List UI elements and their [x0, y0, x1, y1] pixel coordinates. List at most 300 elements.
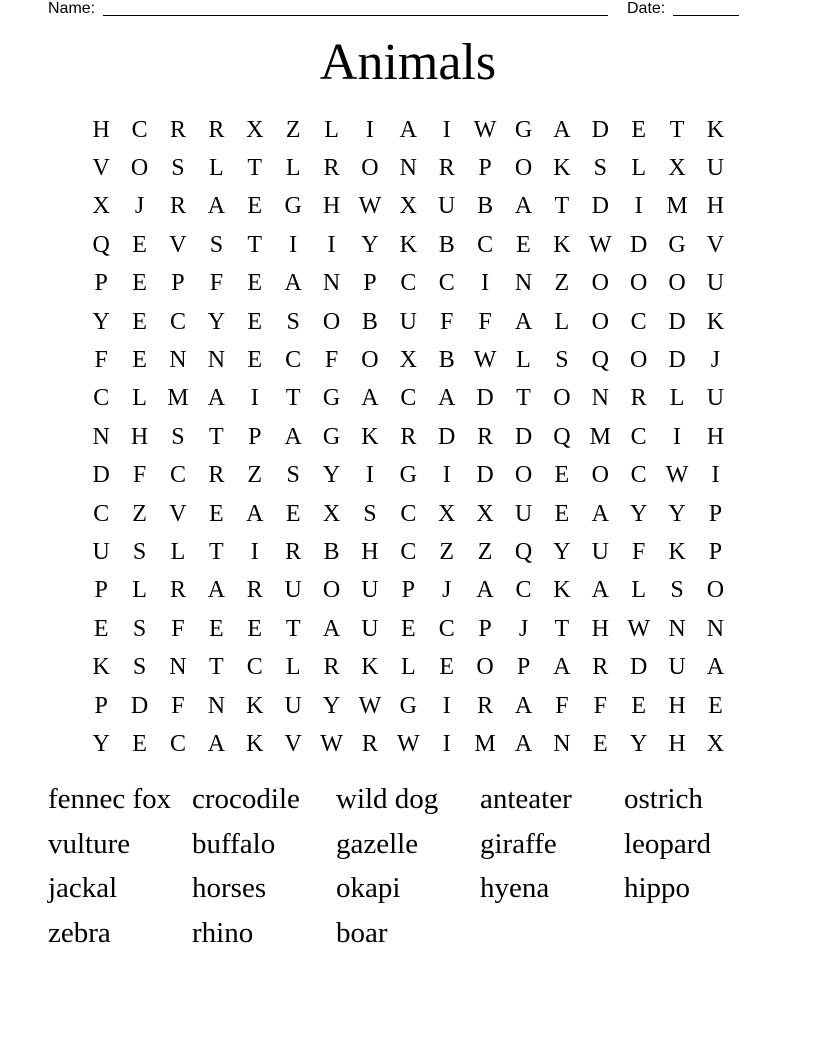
grid-cell: A	[322, 615, 341, 642]
word-list-item: okapi	[336, 872, 401, 904]
grid-cell: C	[169, 308, 186, 335]
grid-cell: R	[208, 462, 225, 489]
grid-cell: K	[553, 231, 571, 258]
grid-cell: D	[476, 462, 494, 489]
grid-cell: R	[169, 116, 186, 143]
grid-cell: N	[207, 347, 226, 374]
grid-cell: Y	[629, 500, 648, 527]
grid-cell: E	[247, 270, 263, 297]
grid-cell: F	[171, 692, 185, 719]
grid-cell: C	[285, 347, 302, 374]
grid-cell: U	[706, 385, 725, 412]
grid-cell: G	[668, 231, 686, 258]
grid-cell: K	[553, 155, 571, 182]
word-list-item: hyena	[480, 872, 550, 904]
grid-cell: K	[361, 654, 379, 681]
grid-cell: A	[361, 385, 379, 412]
grid-cell: L	[669, 385, 685, 412]
grid-cell: A	[553, 654, 571, 681]
grid-cell: H	[322, 193, 341, 220]
word-list-item: crocodile	[192, 783, 300, 815]
grid-cell: L	[631, 577, 646, 604]
grid-cell: E	[439, 654, 455, 681]
grid-cell: O	[322, 308, 341, 335]
grid-cell: D	[591, 193, 609, 220]
grid-cell: E	[247, 193, 263, 220]
grid-cell: L	[132, 385, 147, 412]
grid-cell: L	[631, 155, 646, 182]
grid-cell: E	[132, 347, 147, 374]
grid-cell: W	[588, 231, 612, 258]
grid-cell: F	[209, 270, 224, 297]
grid-cell: X	[438, 500, 456, 527]
grid-cell: Z	[285, 116, 301, 143]
grid-cell: R	[361, 730, 378, 757]
grid-cell: E	[132, 231, 147, 258]
grid-cell: N	[322, 270, 341, 297]
grid-cell: H	[706, 423, 725, 450]
grid-cell: D	[92, 462, 110, 489]
word-list-item: fennec fox	[48, 783, 172, 815]
grid-cell: Z	[132, 500, 147, 527]
grid-cell: J	[442, 577, 452, 604]
grid-cell: P	[478, 155, 492, 182]
grid-cell: S	[132, 615, 147, 642]
grid-cell: Y	[92, 308, 110, 335]
grid-cell: Z	[554, 270, 570, 297]
grid-cell: G	[399, 462, 417, 489]
grid-cell: O	[591, 308, 609, 335]
grid-cell: P	[94, 692, 108, 719]
grid-cell: P	[478, 615, 492, 642]
grid-cell: S	[209, 231, 224, 258]
grid-cell: A	[553, 116, 571, 143]
grid-cell: N	[706, 615, 725, 642]
word-list-item: horses	[192, 872, 267, 904]
grid-cell: W	[358, 193, 382, 220]
grid-cell: S	[132, 654, 147, 681]
grid-cell: E	[554, 462, 570, 489]
grid-cell: C	[630, 462, 647, 489]
grid-cell: D	[591, 116, 609, 143]
grid-cell: D	[438, 423, 456, 450]
grid-cell: P	[401, 577, 415, 604]
grid-cell: Y	[361, 231, 379, 258]
grid-cell: X	[706, 730, 725, 757]
grid-cell: S	[171, 155, 185, 182]
grid-cell: T	[285, 385, 301, 412]
grid-cell: R	[208, 116, 225, 143]
grid-cell: R	[630, 385, 647, 412]
grid-cell: I	[327, 231, 336, 258]
grid-cell: T	[554, 615, 570, 642]
grid-cell: L	[285, 654, 301, 681]
grid-cell: C	[438, 615, 455, 642]
grid-cell: I	[250, 538, 259, 565]
grid-cell: N	[668, 615, 686, 642]
grid-cell: L	[209, 155, 224, 182]
grid-cell: Y	[668, 500, 686, 527]
grid-cell: Y	[92, 730, 110, 757]
grid-cell: U	[284, 577, 302, 604]
grid-cell: G	[284, 193, 302, 220]
grid-cell: L	[170, 538, 186, 565]
grid-cell: F	[440, 308, 454, 335]
word-list-item: giraffe	[480, 827, 557, 860]
grid-cell: H	[361, 538, 379, 565]
grid-cell: G	[322, 423, 341, 450]
grid-cell: M	[589, 423, 611, 450]
grid-cell: E	[209, 500, 224, 527]
grid-cell: R	[246, 577, 263, 604]
grid-cell: K	[399, 231, 417, 258]
grid-cell: N	[553, 730, 571, 757]
grid-cell: S	[171, 423, 185, 450]
grid-cell: K	[246, 692, 264, 719]
grid-cell: D	[668, 347, 686, 374]
grid-cell: H	[668, 692, 686, 719]
grid-cell: W	[396, 730, 420, 757]
grid-cell: O	[553, 385, 571, 412]
grid-cell: E	[400, 615, 416, 642]
grid-cell: U	[706, 155, 725, 182]
grid-cell: F	[478, 308, 492, 335]
grid-cell: B	[323, 538, 340, 565]
grid-cell: Y	[553, 538, 571, 565]
grid-cell: I	[673, 423, 682, 450]
grid-cell: P	[248, 423, 262, 450]
grid-cell: T	[554, 193, 570, 220]
grid-cell: S	[670, 577, 684, 604]
grid-cell: Q	[591, 347, 609, 374]
grid-cell: E	[554, 500, 570, 527]
grid-cell: X	[668, 155, 686, 182]
grid-cell: A	[284, 270, 302, 297]
grid-cell: O	[476, 654, 494, 681]
grid-cell: F	[132, 462, 147, 489]
worksheet-header	[0, 0, 816, 24]
grid-cell: Q	[92, 231, 110, 258]
word-list	[48, 777, 768, 955]
grid-cell: C	[93, 385, 110, 412]
grid-cell: E	[247, 615, 263, 642]
grid-cell: U	[92, 538, 110, 565]
grid-cell: G	[399, 692, 417, 719]
grid-cell: A	[514, 308, 533, 335]
date-blank-line	[673, 15, 739, 16]
grid-cell: T	[669, 116, 685, 143]
grid-cell: Y	[322, 692, 341, 719]
grid-cell: N	[169, 347, 187, 374]
grid-cell: U	[706, 270, 725, 297]
word-list-item: zebra	[48, 916, 111, 949]
grid-cell: A	[514, 730, 533, 757]
grid-cell: P	[708, 538, 723, 565]
grid-cell: R	[323, 155, 340, 182]
grid-cell: A	[246, 500, 264, 527]
grid-cell: O	[514, 155, 533, 182]
grid-cell: S	[286, 308, 300, 335]
grid-cell: M	[474, 730, 496, 757]
grid-cell: K	[706, 308, 725, 335]
grid-cell: C	[400, 385, 417, 412]
grid-cell: S	[132, 538, 147, 565]
grid-cell: Y	[629, 730, 648, 757]
grid-cell: I	[442, 692, 451, 719]
grid-cell: K	[92, 654, 110, 681]
grid-cell: N	[399, 155, 417, 182]
grid-cell: D	[668, 308, 686, 335]
grid-cell: O	[706, 577, 725, 604]
grid-cell: E	[132, 270, 147, 297]
grid-cell: S	[286, 462, 300, 489]
grid-cell: P	[516, 654, 531, 681]
grid-cell: X	[246, 116, 264, 143]
grid-cell: W	[320, 730, 343, 757]
grid-cell: T	[209, 654, 224, 681]
grid-cell: J	[134, 193, 145, 220]
grid-cell: F	[555, 692, 569, 719]
grid-cell: H	[706, 193, 725, 220]
grid-cell: I	[442, 462, 451, 489]
grid-cell: T	[209, 538, 224, 565]
grid-cell: L	[285, 155, 301, 182]
grid-cell: B	[438, 231, 455, 258]
grid-cell: P	[94, 577, 108, 604]
grid-cell: U	[399, 308, 417, 335]
grid-cell: L	[324, 116, 339, 143]
grid-cell: E	[209, 615, 224, 642]
grid-cell: R	[400, 423, 417, 450]
grid-cell: F	[171, 615, 185, 642]
grid-cell: A	[476, 577, 494, 604]
name-blank-line	[103, 15, 608, 16]
grid-cell: A	[514, 193, 533, 220]
grid-cell: E	[631, 116, 646, 143]
grid-cell: K	[246, 730, 264, 757]
word-list-item: gazelle	[336, 827, 419, 860]
grid-cell: O	[514, 462, 533, 489]
grid-cell: B	[438, 347, 455, 374]
grid-cell: I	[634, 193, 643, 220]
grid-cell: U	[361, 615, 379, 642]
grid-cell: L	[516, 347, 531, 374]
grid-cell: C	[400, 270, 417, 297]
grid-cell: N	[92, 423, 110, 450]
grid-cell: C	[169, 730, 186, 757]
grid-cell: X	[399, 347, 417, 374]
grid-cell: I	[365, 462, 374, 489]
grid-cell: E	[516, 231, 531, 258]
grid-cell: Q	[514, 538, 533, 565]
grid-cell: Z	[439, 538, 455, 565]
grid-cell: C	[400, 538, 417, 565]
grid-cell: U	[284, 692, 302, 719]
grid-cell: A	[207, 385, 226, 412]
grid-cell: E	[132, 308, 147, 335]
grid-cell: I	[711, 462, 720, 489]
grid-cell: R	[285, 538, 302, 565]
grid-cell: E	[592, 730, 608, 757]
grid-cell: L	[132, 577, 147, 604]
grid-cell: E	[285, 500, 301, 527]
grid-cell: C	[246, 654, 263, 681]
grid-cell: Z	[247, 462, 263, 489]
grid-cell: R	[169, 577, 186, 604]
grid-cell: G	[514, 116, 533, 143]
page-title: Animals	[319, 34, 497, 91]
grid-cell: N	[207, 692, 226, 719]
grid-cell: I	[289, 231, 298, 258]
grid-cell: B	[361, 308, 378, 335]
grid-cell: C	[630, 308, 647, 335]
grid-cell: A	[591, 577, 609, 604]
grid-cell: M	[666, 193, 688, 220]
grid-cell: S	[555, 347, 569, 374]
grid-cell: T	[285, 615, 301, 642]
grid-cell: F	[593, 692, 607, 719]
grid-cell: R	[323, 654, 340, 681]
grid-cell: V	[169, 231, 187, 258]
grid-cell: I	[442, 730, 451, 757]
grid-cell: J	[710, 347, 721, 374]
grid-cell: L	[400, 654, 416, 681]
grid-cell: O	[322, 577, 341, 604]
grid-cell: U	[514, 500, 533, 527]
grid-cell: O	[591, 462, 609, 489]
grid-cell: Y	[322, 462, 341, 489]
grid-cell: I	[250, 385, 259, 412]
grid-cell: R	[477, 423, 494, 450]
grid-cell: J	[518, 615, 529, 642]
letter-grid	[82, 111, 735, 764]
grid-cell: W	[627, 615, 650, 642]
grid-cell: O	[130, 155, 149, 182]
grid-cell: Z	[477, 538, 493, 565]
grid-cell: O	[629, 347, 648, 374]
grid-cell: R	[438, 155, 455, 182]
grid-cell: V	[169, 500, 187, 527]
grid-cell: H	[92, 116, 110, 143]
grid-cell: E	[631, 692, 646, 719]
grid-cell: U	[591, 538, 609, 565]
word-list-item: wild dog	[336, 783, 439, 815]
grid-cell: A	[399, 116, 417, 143]
grid-cell: H	[668, 730, 686, 757]
word-list-item: buffalo	[192, 827, 276, 860]
grid-cell: H	[130, 423, 149, 450]
grid-cell: E	[247, 308, 263, 335]
grid-cell: A	[284, 423, 302, 450]
grid-cell: P	[171, 270, 185, 297]
grid-cell: A	[207, 193, 226, 220]
grid-cell: R	[592, 654, 609, 681]
grid-cell: K	[668, 538, 686, 565]
grid-cell: A	[591, 500, 609, 527]
grid-cell: P	[708, 500, 723, 527]
grid-cell: T	[209, 423, 224, 450]
grid-cell: U	[438, 193, 456, 220]
grid-cell: I	[481, 270, 490, 297]
grid-cell: V	[706, 231, 725, 258]
grid-cell: E	[93, 615, 109, 642]
grid-cell: C	[169, 462, 186, 489]
grid-cell: K	[553, 577, 571, 604]
grid-cell: R	[169, 193, 186, 220]
grid-cell: N	[514, 270, 533, 297]
grid-cell: X	[92, 193, 110, 220]
grid-cell: M	[167, 385, 189, 412]
grid-cell: W	[473, 116, 497, 143]
grid-cell: N	[591, 385, 609, 412]
grid-cell: R	[477, 692, 494, 719]
grid-cell: T	[516, 385, 531, 412]
grid-cell: A	[706, 654, 725, 681]
grid-cell: U	[668, 654, 686, 681]
grid-cell: A	[207, 577, 226, 604]
date-label: Date:	[627, 0, 666, 17]
grid-cell: C	[93, 500, 110, 527]
grid-cell: P	[94, 270, 108, 297]
word-list-item: ostrich	[624, 783, 703, 815]
grid-cell: L	[554, 308, 570, 335]
grid-cell: V	[284, 730, 302, 757]
grid-cell: H	[591, 615, 609, 642]
grid-cell: A	[207, 730, 226, 757]
grid-cell: O	[629, 270, 648, 297]
grid-cell: W	[358, 692, 382, 719]
name-label: Name:	[48, 0, 96, 17]
grid-cell: I	[365, 116, 374, 143]
grid-cell: X	[322, 500, 341, 527]
word-list-item: hippo	[624, 872, 691, 904]
grid-cell: O	[668, 270, 686, 297]
grid-cell: O	[591, 270, 609, 297]
grid-cell: T	[247, 155, 263, 182]
grid-cell: G	[322, 385, 341, 412]
grid-cell: C	[477, 231, 494, 258]
word-list-item: boar	[336, 916, 388, 949]
grid-cell: C	[515, 577, 532, 604]
grid-cell: V	[92, 155, 110, 182]
grid-cell: D	[514, 423, 533, 450]
grid-cell: B	[477, 193, 494, 220]
grid-cell: A	[514, 692, 533, 719]
word-list-item: jackal	[48, 872, 118, 904]
grid-cell: D	[629, 231, 648, 258]
grid-cell: F	[94, 347, 108, 374]
grid-cell: F	[324, 347, 339, 374]
grid-cell: Q	[553, 423, 571, 450]
grid-cell: K	[706, 116, 725, 143]
grid-cell: C	[400, 500, 417, 527]
grid-cell: S	[593, 155, 607, 182]
word-list-item: vulture	[48, 827, 131, 860]
grid-cell: Y	[207, 308, 226, 335]
grid-cell: U	[361, 577, 379, 604]
grid-cell: C	[131, 116, 148, 143]
grid-cell: C	[438, 270, 455, 297]
grid-cell: I	[442, 116, 451, 143]
word-list-item: rhino	[192, 916, 254, 949]
grid-cell: E	[708, 692, 723, 719]
grid-cell: O	[361, 347, 379, 374]
grid-cell: K	[361, 423, 379, 450]
grid-cell: E	[247, 347, 263, 374]
grid-cell: E	[132, 730, 147, 757]
grid-cell: P	[363, 270, 377, 297]
grid-cell: C	[630, 423, 647, 450]
